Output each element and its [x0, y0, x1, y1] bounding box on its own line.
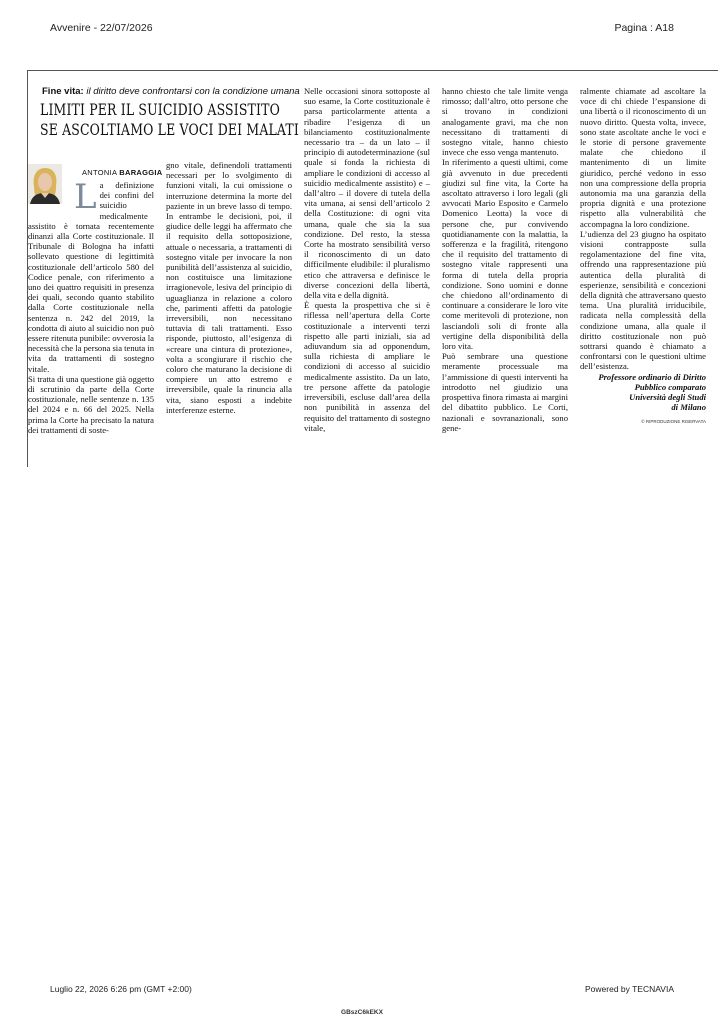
article-kicker — [42, 86, 300, 97]
page-header-date: Avvenire - 22/07/2026 — [50, 22, 153, 34]
footer-timestamp: Luglio 22, 2026 6:26 pm (GMT +2:00) — [50, 984, 192, 994]
article-column-2 — [166, 160, 292, 415]
paragraph-3: gno vitale, definendoli trattamenti necessari per lo svolgimento di funzioni vitali, la cui omissione o interruzione determina la morte del paziente in un breve lasso di tempo. In entrambe le decisioni, poi, il giudice delle leggi ha affermato che il requisito della sottoposizione, attuale o necessaria, a trattamenti di sostegno vitale per invocare la non punibilità dell’assistenza al suicidio, non costituisce una limitazione irragionevole, lesiva del principio di uguaglianza in relazione a coloro che, parimenti affetti da patologie irreversibili, non necessitano tuttavia di tali trattamenti. Esso risponde, piuttosto, all’esigenza di «creare una cintura di protezione», volta a scongiurare il rischio che coloro che maturano la decisione di compiere un atto estremo e irreversibile, quale la rinuncia alla vita, siano esposti a indebite interferenze esterne. — [166, 160, 292, 415]
article-headline — [40, 100, 299, 140]
paragraph-2: Si tratta di una questione già oggetto di scrutinio da parte della Corte costituzionale, nelle sentenze n. 135 del 2024 e n. 66 del 2025. Nella prima la Corte ha precisato la natura dei trattamenti di soste- — [28, 373, 154, 435]
affiliation-line-1: Professore ordinario di Diritto — [598, 371, 706, 382]
article-top-rule — [27, 70, 718, 72]
footer-powered-by: Powered by TECNAVIA — [585, 984, 674, 994]
author-first-name: ANTONIA — [82, 168, 117, 177]
headline-line-1: LIMITI PER IL SUICIDIO ASSISTITO — [40, 100, 280, 119]
article-column-4 — [442, 86, 568, 433]
paragraph-9: ralmente chiamate ad ascoltare la voce di chi chiede l’espansione di una libertà o il riconoscimento di un nuovo diritto. Questa volta, invece, sono state ascoltate anche le voci e le storie di persone gravemente malate che chiedono il mantenimento di un limite giuridico, perché vedono in esso non una compressione della propria autonomia ma una garanzia della propria dignità e una protezione rispetto alla vulnerabilità che accompagna la loro condizione. — [580, 86, 706, 229]
paragraph-7: In riferimento a questi ultimi, come già avvenuto in due precedenti giudizi sul fine vita, la Corte ha ascoltato attraverso i loro legali (gli avvocati Mario Esposito e Carmelo Domenico Leotta) la voce di persone che, pur convivendo quotidianamente con la malattia, la sofferenza e la fragilità, ritengono che il requisito del trattamento di sostegno vitale rappresenti una forma di tutela della propria condizione. Sono uomini e donne che chiedono all’ordinamento di continuare a considerare le loro vite come meritevoli di protezione, non lasciandoli soli di fronte alla vertigine della disponibilità della loro vita. — [442, 157, 568, 352]
paragraph-5: È questa la prospettiva che si è riflessa nell’apertura della Corte costituzionale a interventi terzi rispetto alle parti iniziali, sia ad adiuvandum sia ad opponendum, sulla richiesta di ampliare le condizioni di accesso al suicidio medicalmente assistito. Da un lato, tre persone affette da patologie irreversibili, escluse dall’area della non punibilità in assenza del requisito del trattamento di sostegno vitale, — [304, 300, 430, 433]
paragraph-6: hanno chiesto che tale limite venga rimosso; dall’altro, otto persone che si trovano in condizioni analogamente gravi, ma che non necessitano di trattamenti di sostegno vitale, hanno chiesto invece che esso venga mantenuto. — [442, 86, 568, 158]
author-byline — [82, 168, 163, 177]
affiliation-line-3: Università degli Studi — [629, 392, 706, 403]
kicker-label: Fine vita: — [42, 86, 84, 97]
footer-code: GBszC6kEKX — [341, 1009, 383, 1016]
author-last-name: BARAGGIA — [119, 168, 163, 177]
article-column-5 — [580, 86, 706, 427]
reproduction-notice: © RIPRODUZIONE RISERVATA — [641, 418, 706, 424]
affiliation-line-2: Pubblico comparato — [634, 381, 706, 392]
affiliation-line-4: di Milano — [671, 402, 706, 413]
paragraph-1-text: a definizione dei confini del suicidio medicalmente assistito è tornata recentemente dinanzi alla Corte costituzionale. Il Tribunale di Bologna ha infatti sollevato questione di legittimità costituzionale dell’articolo 580 del Codice penale, con riferimento a uno dei quattro requisiti in presenza dei quali, secondo quanto stabilito dalla Corte costituzionale nella sentenza n. 242 del 2019, la condotta di aiuto al suicidio non può essere ritenuta punibile: ovverosia la necessità che la persona sia tenuta in vita da trattamenti di sostegno vitale. — [28, 180, 154, 374]
drop-cap: L — [74, 180, 97, 217]
paragraph-10: L’udienza del 23 giugno ha ospitato visioni contrapposte sulla regolamentazione del fine vita, offrendo una rappresentazione più autentica della pluralità di esperienze, sensibilità e concezioni della dignità che attraversano questo tema. Una pluralità irriducibile, radicata nella complessità della condizione umana, alla quale il diritto costituzionale non può sottrarsi quando è chiamato a confrontarsi con le questioni ultime dell’esistenza. — [580, 228, 706, 372]
paragraph-1 — [28, 180, 154, 374]
article-column-1 — [28, 180, 154, 435]
paragraph-8: Può sembrare una questione meramente processuale ma l’ammissione di questi interventi ha introdotto nel giudizio una prospettiva finora rimasta ai margini del dibattito pubblico. Le Corti, nazionali e sovranazionali, sono gene- — [442, 351, 568, 433]
kicker-text: il diritto deve confrontarsi con la condizione umana — [83, 86, 300, 97]
headline-line-2: SE ASCOLTIAMO LE VOCI DEI MALATI — [40, 120, 299, 139]
author-affiliation — [580, 372, 706, 413]
paragraph-4: Nelle occasioni sinora sottoposte al suo esame, la Corte costituzionale è parsa particolarmente attenta a ribadire l’esigenza di un bilanciamento costituzionalmente necessario tra – da un lato – il principio di autodeterminazione (sul quale si fonda la richiesta di ampliare le condizioni di accesso al suicidio medicalmente assistito) e – dall’altro – il dovere di tutela della vita umana, ai sensi dell’articolo 2 della Costituzione: di ogni vita umana, quale che sia la sua condizione. Del resto, la stessa Corte ha mostrato sensibilità verso il riconoscimento di un dato difficilmente eludibile: il pluralismo etico che attraversa e definisce le diverse concezioni della libertà, della vita e della dignità. — [304, 86, 430, 301]
article-column-3 — [304, 86, 430, 433]
page-header-page-number: Pagina : A18 — [614, 22, 674, 34]
